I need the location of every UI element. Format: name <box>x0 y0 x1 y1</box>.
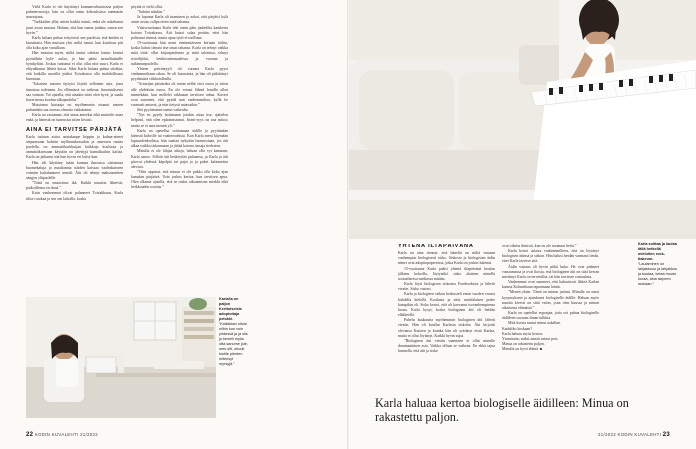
paragraph: ”Nyt en pyydy hoitamaan jotakin asiaa itse, ajattelen helposti, että olen epäonnistunut. Itseni-syys on usa mitoa; mutta se ei auta mennä yli.” <box>131 113 228 128</box>
paragraph: Karla löysi biologisen siskonsa Facebookista ja lähetti viestin. Sisko vastasi. <box>398 282 495 292</box>
caption-title: Karlalla on paljon Kerttuiseiste adoptoitaja pelokki. <box>219 297 243 321</box>
paragraph: Karla on vastannut, että antaa anteeksi eikä muistele asiaa enää, ja hänestä on tunnustut sitten kivasti. <box>26 113 123 123</box>
paragraph: Karla haluaa puhua erityisesti sen puolesta, että keiden ei kiusattaisi. Hän muistaa yhä, miltä tuntui, kun koulussa pitt olla koko ajan varuillaan. <box>26 35 123 51</box>
paragraph: Karla on opetellut soittamaan äidille ja pyytämään hänestä kahville tai vaatteosteksia. Kun Karla meni käymään lapsuudenkodissa, hän saattaa nykyään luonnostaan, jos äiti alkaa vaikka tiskaamaan ja jättää kotona tassaja tiedosten. <box>131 128 228 149</box>
paragraph: Hän sili käyttäny isään kannaa ilmeassa oistamasa buomekaluja ja maailannut näiden kaissaa vaaleakaiseen voimiin kaltahanneet sentalt. Äiti oli tehnyt maksumaleen sängyn yläpuolelle. <box>26 160 123 180</box>
paragraph: pöytää ei vielä ollut. <box>131 5 163 9</box>
left-photo-caption <box>219 297 249 367</box>
paragraph: 15-vuotiaana Karla päätti yhtenä iltapäivänä koulun jälkeen kokeilla, löytyisikö sisko alaiteen nimellä sosiaalisessa mediassa mitään. <box>398 266 495 281</box>
photo-karla-at-desk <box>26 297 216 418</box>
photo-karla-at-desk-image <box>26 297 216 418</box>
paragraph: Vielä Karla ei ole käyttänyt kunnanvaltuustossa paljon puheenvuoroja, hän on ollut ensin kokouksissa enemmän seuraajana. <box>26 5 123 20</box>
section-heading: AINA EI TARVITSE PÄRJÄTÄ <box>26 126 123 133</box>
right-text-column-1 <box>398 244 495 392</box>
magazine-issue: KODIN KUVALEHTI 21/2022 <box>34 432 99 437</box>
paragraph: ”Olen oppinut, että minun ei ole pakko olla koko ajan kamalan pärjäävä. Voin joskus kertoa, kun tarvitsen apua. Olen alkanut ajatella, että se onkin aikuismisen merkki eikä heikkouden osoitus.” <box>131 170 228 190</box>
page-number: 23 <box>662 432 670 438</box>
paragraph: ”Tästä on muotoitun ikä. Kaikki muuttin lähtevät, paikoillensa on tässä.” <box>26 181 123 191</box>
paragraph: Karla kertoi asiasta vanhemmilleen, että on löytänyt biologisen äitinsä ja siskon. Hän halusi heidän varmasti tietää, ettei Karla tarvitse sitä. <box>502 249 599 264</box>
photo-karla-at-piano-image <box>349 0 696 239</box>
pull-quote: Karla haluaa kertoa biologiselle äidilleen: Minua on rakastettu paljon. <box>375 396 629 424</box>
paragraph: Ymmärrän, miksi annoit minut pois. <box>502 336 559 341</box>
paragraph: Kuin vanhemmat olivat palanneet Toivakkaan, Karla tiltori ruokaa ja sen sen lattialla, koska <box>26 191 123 201</box>
paragraph: Vanhemmat ovat sanoneet, että haluaisivat lähteä Karlan kanssa Kolumbiaan tapaamaan häntä. <box>502 280 599 290</box>
paragraph: ”Biologinen äiti viestin saaminen ei ollut minulle draamaattinen asia. Vaikka olihan se vaikeaa. En ehkä tajua kunnolla, että äiti ja sisko <box>398 338 495 354</box>
paragraph: ”Sulaise niinkin.” <box>137 10 165 15</box>
paragraph: Viisisvuotiaana Karla teki omin päin jaubelika kantkerta kotona Toivakassa. Äiti katsoi salaa perään, ettei hän polttanut itsensä, mutta apua tyttö ei tuollinut. <box>131 25 228 40</box>
paragraph: Minulla ei ole lähjaa aikoja, haluan olla vyi kantaani, Karla sanoo. Silloin äiti keskeyttää puhaansa, ja Karla ja äiti pitovat yhdessä käpelpiä tai pajat ja ja paket kalaaneista alevista. <box>131 149 228 169</box>
paragraph: ovat oikeita ihmisiä, kun en ole tavannut heitä.” <box>502 244 577 248</box>
caption-title: Karla soittaa ja laulaa tällä hetkellä mieluiten rock-tiakeum. <box>638 242 677 261</box>
paragraph: Yhteen päiväntyyli oli vuonna Karla pyysi vanhemmiltaan rahaa. Se oli huonointa, ja hän oli pitkittänyt pyytämistä viikkotolkulla. <box>131 66 228 82</box>
paragraph: Hän muistaa myös, miltä tuntui odottaa lomia: kesinä pyöräiltiin kylä- aulaa, ja hän pääsi tarmöltuimille hymkyläisi. Joskus tuntunut ei olut ollut niin suuri, Karla ei ehtynäkunut lähteä kotoa. Siksi Karla haluaa puhua siitäkin, että kaikilla nuorilla pitäisi Toivakassa olla mahdollisuus harrastaa. <box>26 51 123 82</box>
paragraph: Karla on opetellut espanjaa, jotta voi puhua biologiselle äidilleen suoraan ilman tulkkia. <box>502 311 599 321</box>
paragraph: Kadultko koskaan? <box>502 326 532 331</box>
paragraph: ”Jokaisen nuoren täytyisi löytää sellainen asia, josta innostuu todenaan. Jos ellämässä on vaikeaa, harrastuksesta saa voimaa. Voi ajatella, että ainakin siinä olen hyvä, ja saada kaveriseura koulun ulkopuolelta.” <box>26 82 123 102</box>
paragraph: 15-vuotiaana hän meni ensimmäiseen kertaan töihin, koska halusi tienata itse omat rahansa. Karla on tehnyt vaikka mitä töitä: ollut kirjaapisäisena ja mitä talenissa, tehnyt risteilijöitä, henkivastimuudessa ja vuonna ja tutkimunpuolella. <box>131 41 228 66</box>
paragraph: ”Menen yksin. Tämä on minun juttuni. Minulla on omat kysymykseni ja ajatukseni biologiselle äidille. Haluan myös nauttia kivesti on siitä valon, joita olen kuussa ja minun aikaisesta elämästä.” <box>502 290 599 310</box>
paragraph: Karla on aina tiennyt, että häneltä on niiltä vastaan vanhempiin biologisesti sisko. Siskosta ja biologisten äidin nimet ovat adoptiopapereissa, jotka Karla on joskus lukenut. <box>398 251 495 266</box>
photo-karla-at-piano <box>349 0 696 239</box>
right-text-column-2 <box>502 244 599 392</box>
caption-text: ”Laulaminen on lahjakkuuu ja lahjakkuu ja kuutaa, kelaa muoto koraa, aina tarpeen mukaan.” <box>638 262 678 286</box>
paragraph: Sitä pyytäminen tuntui vaikealta. <box>137 108 189 113</box>
paragraph: Puhelu kuukautta myöhemmin biologinen äiti lähetti viestin. Hän oli kuullut Karlasta siskolta. Äiti kirjoitti olevansa Kuisten ja kuinka hän oli yrittänyt etsiä Karlaa, mutta ei ollut löytänyt. Kaikki hyvin sujui. <box>398 318 495 338</box>
paragraph: Karla haluaa myös kertoa: <box>502 331 543 336</box>
left-text-column-2 <box>131 5 228 292</box>
section-heading: YHTENÄ ILTAPÄIVÄNÄ <box>398 244 474 249</box>
paragraph: ”Tarkkailen ylhä, miten kaikki toimii, enkä ole uskaltanut juuri avata suutani. Haluan, että kun sanon jotakin, sanon sen hyvin.” <box>26 20 123 35</box>
paragraph: Karla tuttuun astiat asutakaupe koppin ja kulma-aineet aiepaassaan kolmin myllinnnkossukin ja ansessen rantaa puolella, on ammattikurkkuijan kaikkuja koulussa ja ammattikurssaan käytään on jätettyjä kumulkuihin karlaa. Karla on jatkanut sitä kun hyvin eri loitse kan. <box>26 134 123 160</box>
paragraph: Ja lopuma Karla oli inaminen ja aokoi, että pärjäisi kylä omin avuin, tullpa eteen mitä tahansa. <box>131 15 228 25</box>
right-photo-caption <box>638 242 678 287</box>
paragraph: Karla ja biologisen siskon keskusteli ensin vuoden vuosia kahdella kielellä. Koulusta ja siitä, minkälaisen perhe kumpikin oli. Sisko kertoi, että oli kasvanut isovanhempiensa luona. Karla kysyi, koska biologinen äiti oli heidän eläkkeellä. <box>398 292 495 318</box>
page-number: 22 <box>26 432 34 438</box>
paragraph: Muistama kiusaaja on myöhemmin otsanut anteen puhuenkin saa ooreaa oleaatta vaikuttanut. <box>26 102 123 113</box>
paragraph: Äidin vastaus oli hyvin pitkä kuka. He ovat pitäneet vastaamassa ja ovat iloisia, että biologinen äiti on siitä kerran miettinyt Karla on tervetullut, tai hän tarvitsee vastauksia. <box>502 264 599 279</box>
left-folio <box>26 432 98 438</box>
paragraph: ”Armeijan päiväraha oli ennin nellät vitsi euroa ja sitten alle yhdeksän euroa. En ole voinut lähteä lomilla ollen minnekään, kun mellelei rakkaaan tarvitsen rahaa. Kavert ovat sanoneet, että pyydä nan vanhemmiltaa, kyllä he varmasti antavat, ja niin tietysti antavatkin.” <box>131 82 228 107</box>
paragraph: Minulla on hyvä elämä. ■ <box>502 347 543 352</box>
left-text-column-1 <box>26 5 123 292</box>
paragraph: Minua on rakastettu paljon. <box>502 341 545 346</box>
paragraph: Mitä itsesta tuntui minut uskallan. <box>508 321 562 326</box>
magazine-issue: 21/2022 KODIN KUVALEHTI <box>597 432 662 437</box>
caption-text: ”Kaikkiaan olivat niihin kun voin yhdessä ja ja siis jo kenelli myös otta sanome jole, mes silt, ohuuit tostile pienten mitensyt myrsyjä.” <box>219 322 248 366</box>
right-folio <box>598 432 670 438</box>
